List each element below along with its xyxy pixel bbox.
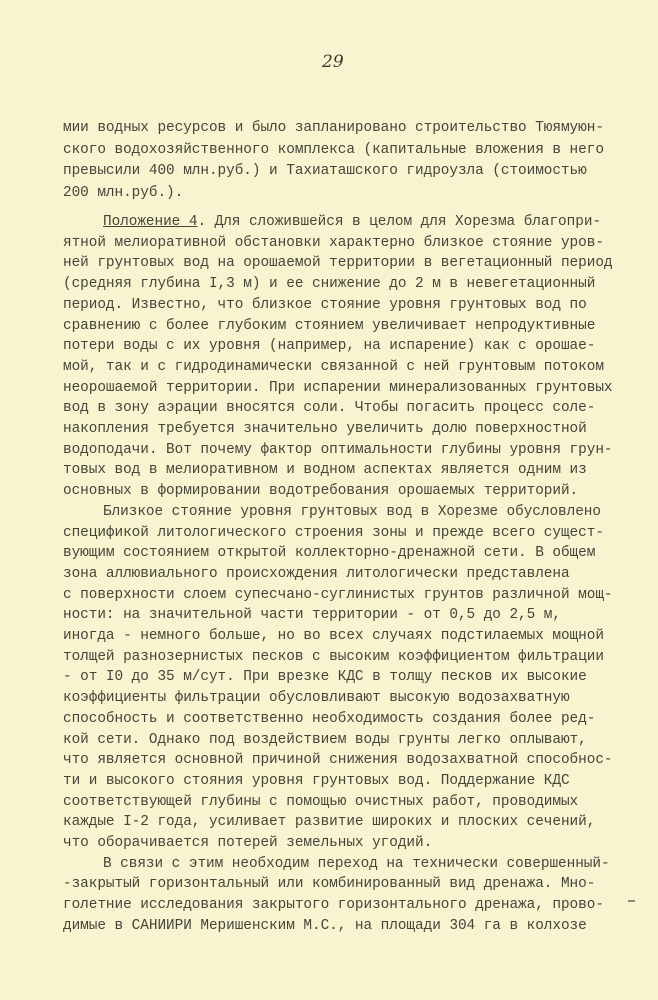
text-segment: период. Известно, что близкое стояние уровня грунтовых вод по [63, 296, 587, 313]
text-line [63, 772, 570, 790]
text-line [63, 689, 570, 707]
text-segment: зона аллювиального происхождения литологически представлена [63, 565, 570, 582]
text-line [63, 420, 587, 438]
text-segment: кой сети. Однако под воздействием воды грунты легко оплывают, [63, 731, 587, 748]
text-segment: коэффициенты фильтрации обусловливают высокую водозахватную [63, 690, 570, 707]
text-line [63, 441, 613, 459]
text-segment: водоподачи. Вот почему фактор оптимальности глубины уровня грун- [63, 441, 613, 458]
text-segment: вод в зону аэрации вносятся соли. Чтобы погасить процесс соле- [63, 400, 596, 417]
text-segment: накопления требуется значительно увеличить долю поверхностной [63, 421, 587, 437]
text-line [63, 917, 587, 935]
text-segment: ности: на значительной части территории - от 0,5 до 2,5 м, [63, 607, 561, 624]
text-line [63, 710, 595, 728]
text-segment: (средняя глубина I,3 м) и ее снижение до 2 м в невегетационный [63, 276, 596, 293]
scan-mark [628, 900, 635, 902]
text-segment: что является основной причиной снижения водозахватной способнос- [63, 752, 613, 769]
text-segment: иногда - немного больше, но во всех случаях подстилаемых мощной [63, 628, 604, 644]
text-line [63, 317, 595, 335]
text-segment: спецификой литологического строения зоны и прежде всего сущест- [63, 524, 604, 541]
text-line [103, 503, 601, 521]
text-segment: основных в формировании водотребования орошаемых территорий. [63, 483, 579, 500]
text-line [63, 668, 587, 686]
text-line [63, 751, 613, 769]
text-line [63, 358, 604, 376]
text-line [63, 834, 432, 852]
text-line [63, 544, 595, 562]
text-segment: ятной мелиоративной обстановки характерно близкое стояние уров- [63, 234, 604, 251]
text-line [63, 275, 595, 293]
text-segment: ского водохозяйственного комплекса (капитальные вложения в него [63, 141, 604, 158]
text-line [63, 586, 613, 604]
text-segment: димые в САНИИРИ Меришенским М.С., на площади 304 га в колхозе [63, 917, 587, 934]
text-segment: что оборачивается потерей земельных угодий. [63, 835, 433, 851]
text-segment: мой, так и с гидродинамически связанной с ней грунтовым потоком [63, 358, 604, 375]
text-line [63, 875, 595, 893]
text-line [103, 213, 601, 231]
text-line [63, 606, 561, 624]
text-line [63, 731, 587, 749]
text-line [63, 813, 595, 831]
text-segment: с поверхности слоем супесчано-суглинистых грунтов различной мощ- [63, 586, 613, 603]
text-line [63, 296, 587, 314]
text-line [63, 627, 604, 645]
text-segment: соответствующей глубины с помощью очистных работ, проводимых [63, 793, 579, 810]
text-segment: товых вод в мелиоративном и водном аспектах является одним из [63, 462, 587, 479]
text-line [63, 379, 613, 397]
text-line [63, 162, 587, 180]
text-line [63, 524, 604, 542]
text-segment: толщей разнозернистых песков с высоким коэффициентом фильтрации [63, 648, 604, 665]
text-segment: -закрытый горизонтальный или комбинированный вид дренажа. Мно- [63, 876, 596, 893]
text-segment: ти и высокого стояния уровня грунтовых вод. Поддержание КДС [63, 772, 570, 789]
text-line [63, 399, 595, 417]
page-number: 29 [322, 52, 344, 72]
text-segment: 200 млн.руб.). [63, 184, 184, 201]
text-line [63, 254, 613, 272]
text-segment: . Для сложившейся в целом для Хорезма благопри- [197, 214, 601, 230]
text-segment: вующим состоянием открытой коллекторно-дренажной сети. В общем [63, 545, 596, 562]
text-segment: В связи с этим необходим переход на технически совершенный- [103, 855, 610, 872]
text-segment: ней грунтовых вод на орошаемой территории в вегетационный период [63, 255, 613, 272]
text-segment: - от I0 до 35 м/сут. При врезке КДС в толщу песков их высокие [63, 669, 587, 686]
text-line [63, 461, 587, 479]
text-segment: каждые I-2 года, усиливает развитие широких и плоских сечений, [63, 814, 596, 831]
text-segment: способность и соответственно необходимость создания более ред- [63, 710, 596, 727]
text-segment: мии водных ресурсов и было запланировано строительство Тюямуюн- [63, 120, 604, 136]
text-line [63, 234, 604, 252]
text-line [63, 141, 604, 159]
text-segment: потери воды с их уровня (например, на испарение) как с орошае- [63, 338, 596, 355]
text-segment: голетние исследования закрытого горизонтального дренажа, прово- [63, 897, 604, 914]
text-line [63, 119, 604, 137]
text-line [63, 793, 578, 811]
text-line [63, 565, 570, 583]
text-line [63, 337, 595, 355]
text-line [63, 896, 604, 914]
text-line [63, 482, 578, 500]
text-segment: сравнению с более глубоким стоянием увеличивает непродуктивные [63, 317, 596, 334]
text-line [103, 855, 610, 873]
text-line [63, 184, 183, 202]
text-line [63, 648, 604, 666]
text-segment: превысили 400 млн.руб.) и Тахиаташского гидроузла (стоимостью [63, 163, 587, 180]
text-segment: неорошаемой территории. При испарении минерализованных грунтовых [63, 379, 613, 396]
section-heading: Положение 4 [103, 214, 198, 230]
text-segment: Близкое стояние уровня грунтовых вод в Хорезме обусловлено [103, 503, 601, 520]
